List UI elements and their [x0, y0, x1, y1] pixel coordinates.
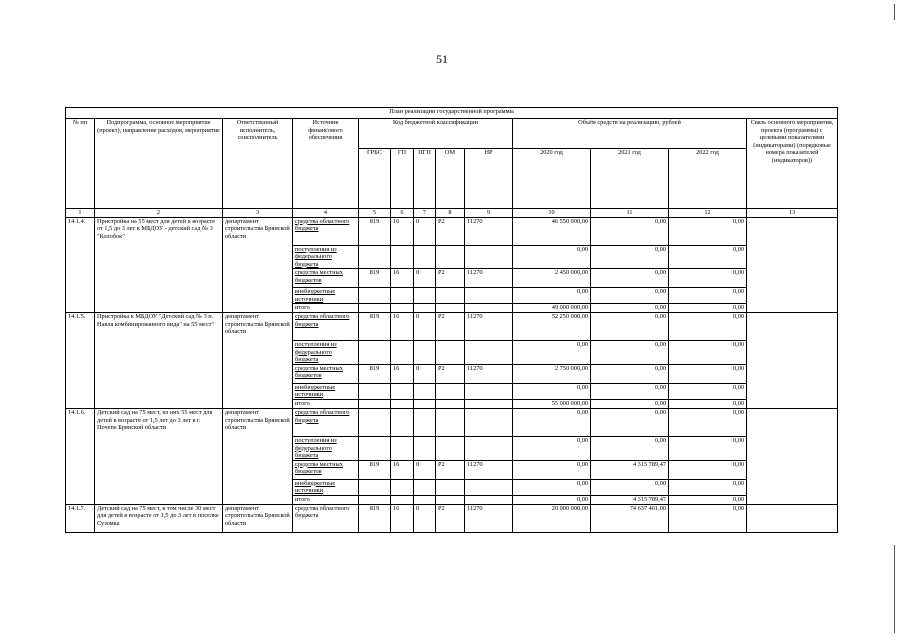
amount-2020: 52 250 000,00 — [513, 313, 591, 341]
funding-source: средства областного бюджета — [293, 217, 359, 245]
code-gp — [391, 437, 414, 461]
column-number: 2 — [95, 209, 223, 218]
header-om: ОМ — [436, 149, 465, 209]
code-gp — [391, 288, 414, 304]
column-number: 12 — [669, 209, 747, 218]
funding-source: итого — [293, 400, 359, 409]
code-om — [436, 495, 465, 504]
amount-2022: 0,00 — [669, 504, 747, 532]
code-grbs — [359, 288, 391, 304]
amount-2021: 0,00 — [591, 288, 669, 304]
amount-2021: 0,00 — [591, 304, 669, 313]
funding-source: внебюджетные источники — [293, 383, 359, 399]
header-bk-code: Код бюджетной классификации — [359, 119, 513, 149]
amount-2020: 0,00 — [513, 409, 591, 437]
amount-2022: 0,00 — [669, 495, 747, 504]
code-nr: 11270 — [465, 313, 513, 341]
column-number: 8 — [436, 209, 465, 218]
code-nr — [465, 304, 513, 313]
amount-2021: 4 315 789,47 — [591, 495, 669, 504]
column-number: 13 — [747, 209, 838, 218]
code-grbs — [359, 437, 391, 461]
column-number: 9 — [465, 209, 513, 218]
item-executor: департамент строительства Брянской области — [223, 313, 293, 409]
amount-2021: 0,00 — [591, 364, 669, 383]
code-ppgp — [414, 479, 436, 495]
header-executor: Ответственный исполнитель, соисполнитель — [223, 119, 293, 209]
code-om — [436, 288, 465, 304]
header-nr: НР — [465, 149, 513, 209]
code-grbs — [359, 341, 391, 365]
table-row — [66, 217, 838, 245]
item-executor: департамент строительства Брянской области — [223, 217, 293, 313]
funding-source: итого — [293, 304, 359, 313]
code-nr — [465, 437, 513, 461]
code-om — [436, 400, 465, 409]
column-number: 10 — [513, 209, 591, 218]
code-om — [436, 245, 465, 269]
funding-source: поступления из федерального бюджета — [293, 437, 359, 461]
amount-2020: 49 000 000,00 — [513, 304, 591, 313]
code-ppgp — [414, 495, 436, 504]
code-grbs: 819 — [359, 504, 391, 532]
code-ppgp — [414, 341, 436, 365]
item-name: Пристройка к МБДОУ "Детский сад № 3 п. Навля комбинированного вида" на 55 мест" — [95, 313, 223, 409]
code-om — [436, 479, 465, 495]
amount-2022: 0,00 — [669, 269, 747, 288]
funding-source: внебюджетные источники — [293, 288, 359, 304]
code-ppgp — [414, 400, 436, 409]
funding-source: итого — [293, 495, 359, 504]
code-grbs: 819 — [359, 313, 391, 341]
amount-2020: 0,00 — [513, 495, 591, 504]
item-number: 14.1.7. — [66, 504, 95, 532]
code-gp: 16 — [391, 313, 414, 341]
code-grbs — [359, 304, 391, 313]
code-ppgp — [414, 304, 436, 313]
code-nr — [465, 495, 513, 504]
amount-2022: 0,00 — [669, 288, 747, 304]
funding-source: средства местных бюджетов — [293, 364, 359, 383]
code-ppgp — [414, 409, 436, 437]
column-number: 7 — [414, 209, 436, 218]
indicator-link — [747, 504, 838, 532]
amount-2021: 4 315 789,47 — [591, 460, 669, 479]
header-gp: ГП — [391, 149, 414, 209]
amount-2020: 0,00 — [513, 245, 591, 269]
code-nr — [465, 409, 513, 437]
amount-2021: 0,00 — [591, 479, 669, 495]
code-ppgp — [414, 245, 436, 269]
header-2021: 2021 год — [591, 149, 669, 209]
column-number: 3 — [223, 209, 293, 218]
page-number: 51 — [436, 52, 448, 66]
amount-2022: 0,00 — [669, 304, 747, 313]
code-gp — [391, 304, 414, 313]
edge-mark-bottom — [894, 545, 895, 633]
code-grbs: 819 — [359, 217, 391, 245]
code-nr — [465, 479, 513, 495]
amount-2022: 0,00 — [669, 341, 747, 365]
item-number: 14.1.4. — [66, 217, 95, 313]
column-number: 6 — [391, 209, 414, 218]
amount-2020: 0,00 — [513, 288, 591, 304]
code-nr — [465, 245, 513, 269]
code-gp: 16 — [391, 460, 414, 479]
amount-2020: 0,00 — [513, 479, 591, 495]
amount-2022: 0,00 — [669, 364, 747, 383]
code-ppgp — [414, 437, 436, 461]
code-om — [436, 304, 465, 313]
funding-source: средства местных бюджетов — [293, 269, 359, 288]
amount-2020: 20 000 000,00 — [513, 504, 591, 532]
code-grbs: 819 — [359, 460, 391, 479]
item-number: 14.1.6. — [66, 409, 95, 505]
header-num: № пп — [66, 119, 95, 209]
amount-2020: 0,00 — [513, 460, 591, 479]
funding-source: внебюджетные источники — [293, 479, 359, 495]
code-gp: 16 — [391, 217, 414, 245]
code-grbs: 819 — [359, 364, 391, 383]
funding-source: средства областного бюджета — [293, 409, 359, 437]
code-nr — [465, 400, 513, 409]
column-number: 1 — [66, 209, 95, 218]
indicator-link — [747, 217, 838, 313]
code-om: P2 — [436, 364, 465, 383]
item-name: Детский сад на 75 мест, в том числе 30 мест для детей в возрасте от 1,5 до 3 лет в поселке Сузомка — [95, 504, 223, 532]
amount-2021: 0,00 — [591, 409, 669, 437]
code-nr: 11270 — [465, 217, 513, 245]
code-gp — [391, 383, 414, 399]
amount-2020: 0,00 — [513, 437, 591, 461]
code-gp — [391, 479, 414, 495]
code-ppgp: 0 — [414, 217, 436, 245]
item-name: Детский сад на 75 мест, из них 55 мест для детей в возрасте от 1,5 лет до 3 лет в г. Почепе Брянской области — [95, 409, 223, 505]
amount-2021: 0,00 — [591, 217, 669, 245]
code-om — [436, 383, 465, 399]
code-ppgp: 0 — [414, 504, 436, 532]
code-gp — [391, 409, 414, 437]
code-nr: 11270 — [465, 269, 513, 288]
amount-2022: 0,00 — [669, 460, 747, 479]
code-nr: 11270 — [465, 504, 513, 532]
funding-source: поступления из федерального бюджета — [293, 245, 359, 269]
code-nr — [465, 341, 513, 365]
code-om — [436, 409, 465, 437]
code-grbs — [359, 409, 391, 437]
amount-2022: 0,00 — [669, 479, 747, 495]
code-om — [436, 437, 465, 461]
amount-2022: 0,00 — [669, 383, 747, 399]
amount-2020: 2 750 000,00 — [513, 364, 591, 383]
amount-2020: 0,00 — [513, 341, 591, 365]
table-title: План реализации государственной программы — [66, 108, 838, 119]
amount-2021: 0,00 — [591, 400, 669, 409]
amount-2022: 0,00 — [669, 313, 747, 341]
code-ppgp: 0 — [414, 460, 436, 479]
amount-2022: 0,00 — [669, 409, 747, 437]
plan-table — [65, 107, 838, 533]
code-om — [436, 341, 465, 365]
amount-2021: 74 637 461,00 — [591, 504, 669, 532]
amount-2020: 0,00 — [513, 383, 591, 399]
code-om: P2 — [436, 460, 465, 479]
header-grbs: ГРБС — [359, 149, 391, 209]
code-grbs — [359, 383, 391, 399]
amount-2022: 0,00 — [669, 217, 747, 245]
code-om: P2 — [436, 217, 465, 245]
code-gp: 16 — [391, 504, 414, 532]
indicator-link — [747, 313, 838, 409]
amount-2022: 0,00 — [669, 400, 747, 409]
code-nr: 11270 — [465, 460, 513, 479]
code-grbs — [359, 400, 391, 409]
header-volume: Объём средств на реализацию, рублей — [513, 119, 747, 149]
header-ppgp: ПГП — [414, 149, 436, 209]
item-number: 14.1.5. — [66, 313, 95, 409]
funding-source: средства областного бюджета — [293, 504, 359, 532]
amount-2021: 0,00 — [591, 341, 669, 365]
amount-2021: 0,00 — [591, 437, 669, 461]
code-grbs — [359, 245, 391, 269]
header-2022: 2022 год — [669, 149, 747, 209]
column-numbers-row — [66, 209, 838, 218]
indicator-link — [747, 409, 838, 505]
funding-source: средства местных бюджетов — [293, 460, 359, 479]
code-gp — [391, 341, 414, 365]
column-number: 4 — [293, 209, 359, 218]
amount-2022: 0,00 — [669, 245, 747, 269]
header-subprogram: Подпрограмма, основное мероприятие (проект), направление расходов, мероприятие — [95, 119, 223, 209]
amount-2020: 55 000 000,00 — [513, 400, 591, 409]
code-om: P2 — [436, 504, 465, 532]
code-om: P2 — [436, 313, 465, 341]
code-gp: 16 — [391, 269, 414, 288]
amount-2021: 0,00 — [591, 313, 669, 341]
code-gp — [391, 245, 414, 269]
table-row — [66, 313, 838, 341]
code-grbs — [359, 479, 391, 495]
header-2020: 2020 год — [513, 149, 591, 209]
code-om: P2 — [436, 269, 465, 288]
column-number: 11 — [591, 209, 669, 218]
code-ppgp: 0 — [414, 313, 436, 341]
code-ppgp: 0 — [414, 364, 436, 383]
code-ppgp — [414, 383, 436, 399]
table-row — [66, 409, 838, 437]
column-number: 5 — [359, 209, 391, 218]
amount-2021: 0,00 — [591, 269, 669, 288]
funding-source: поступления из федерального бюджета — [293, 341, 359, 365]
edge-mark-top — [894, 4, 895, 20]
amount-2022: 0,00 — [669, 437, 747, 461]
amount-2020: 2 450 000,00 — [513, 269, 591, 288]
amount-2020: 46 550 000,00 — [513, 217, 591, 245]
code-grbs — [359, 495, 391, 504]
code-nr — [465, 383, 513, 399]
code-ppgp — [414, 288, 436, 304]
header-source: Источник финансового обеспечения — [293, 119, 359, 209]
code-gp: 16 — [391, 364, 414, 383]
amount-2021: 0,00 — [591, 383, 669, 399]
funding-source: средства областного бюджета — [293, 313, 359, 341]
item-name: Пристройка на 55 мест для детей в возрасте от 1,5 до 3 лет к МБДОУ - детский сад № 3 "Колобок" — [95, 217, 223, 313]
code-ppgp: 0 — [414, 269, 436, 288]
item-executor: департамент строительства Брянской области — [223, 504, 293, 532]
code-nr: 11270 — [465, 364, 513, 383]
header-link: Связь основного мероприятия, проекта (программы) с целевыми показателями (индикаторами) (порядковые номера показателей (индикаторов)) — [747, 119, 838, 209]
code-nr — [465, 288, 513, 304]
code-gp — [391, 400, 414, 409]
code-gp — [391, 495, 414, 504]
code-grbs: 819 — [359, 269, 391, 288]
item-executor: департамент строительства Брянской области — [223, 409, 293, 505]
table-row — [66, 504, 838, 532]
amount-2021: 0,00 — [591, 245, 669, 269]
